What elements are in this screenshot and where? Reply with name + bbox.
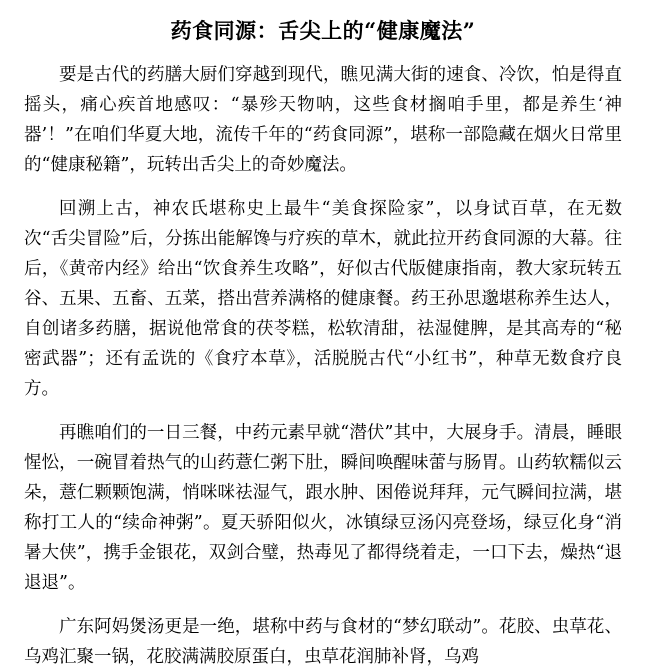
paragraph-3: 再瞧咱们的一日三餐，中药元素早就“潜伏”其中，大展身手。清晨，睡眼惺忪，一碗冒着热气的山药薏仁粥下肚，瞬间唤醒味蕾与肠胃。山药软糯似云朵，薏仁颗颗饱满，悄咪咪祛湿气，跟水肿、困倦说拜拜，元气瞬间拉满，堪称打工人的“续命神粥”。夏天骄阳似火，冰镇绿豆汤闪亮登场，绿豆化身“消暑大侠”，携手金银花，双剑合璧，热毒见了都得绕着走，一口下去，燥热“退退退”。	[24, 423, 622, 593]
document-body	[24, 60, 622, 672]
paragraph-1: 要是古代的药膳大厨们穿越到现代，瞧见满大街的速食、冷饮，怕是得直摇头，痛心疾首地感叹：“暴殄天物呐，这些食材搁咱手里，都是养生‘神器’！”在咱们华夏大地，流传千年的“药食同源”，堪称一部隐藏在烟火日常里的“健康秘籍”，玩转出舌尖上的奇妙魔法。	[24, 65, 622, 175]
paragraph-2: 回溯上古，神农氏堪称史上最牛“美食探险家”，以身试百草，在无数次“舌尖冒险”后，分拣出能解馋与疗疾的草木，就此拉开药食同源的大幕。往后，《黄帝内经》给出“饮食养生攻略”，好似古代版健康指南，教大家玩转五谷、五果、五畜、五菜，搭出营养满格的健康餐。药王孙思邈堪称养生达人，自创诸多药膳，据说他常食的茯苓糕，松软清甜，祛湿健脾，是其高寿的“秘密武器”；还有孟诜的《食疗本草》，活脱脱古代“小红书”，种草无数食疗良方。	[24, 199, 622, 399]
paragraph-4: 广东阿妈煲汤更是一绝，堪称中药与食材的“梦幻联动”。花胶、虫草花、乌鸡汇聚一锅，花胶满满胶原蛋白，虫草花润肺补肾，乌鸡	[24, 617, 622, 667]
page-title: 药食同源：舌尖上的“健康魔法”	[170, 18, 476, 43]
